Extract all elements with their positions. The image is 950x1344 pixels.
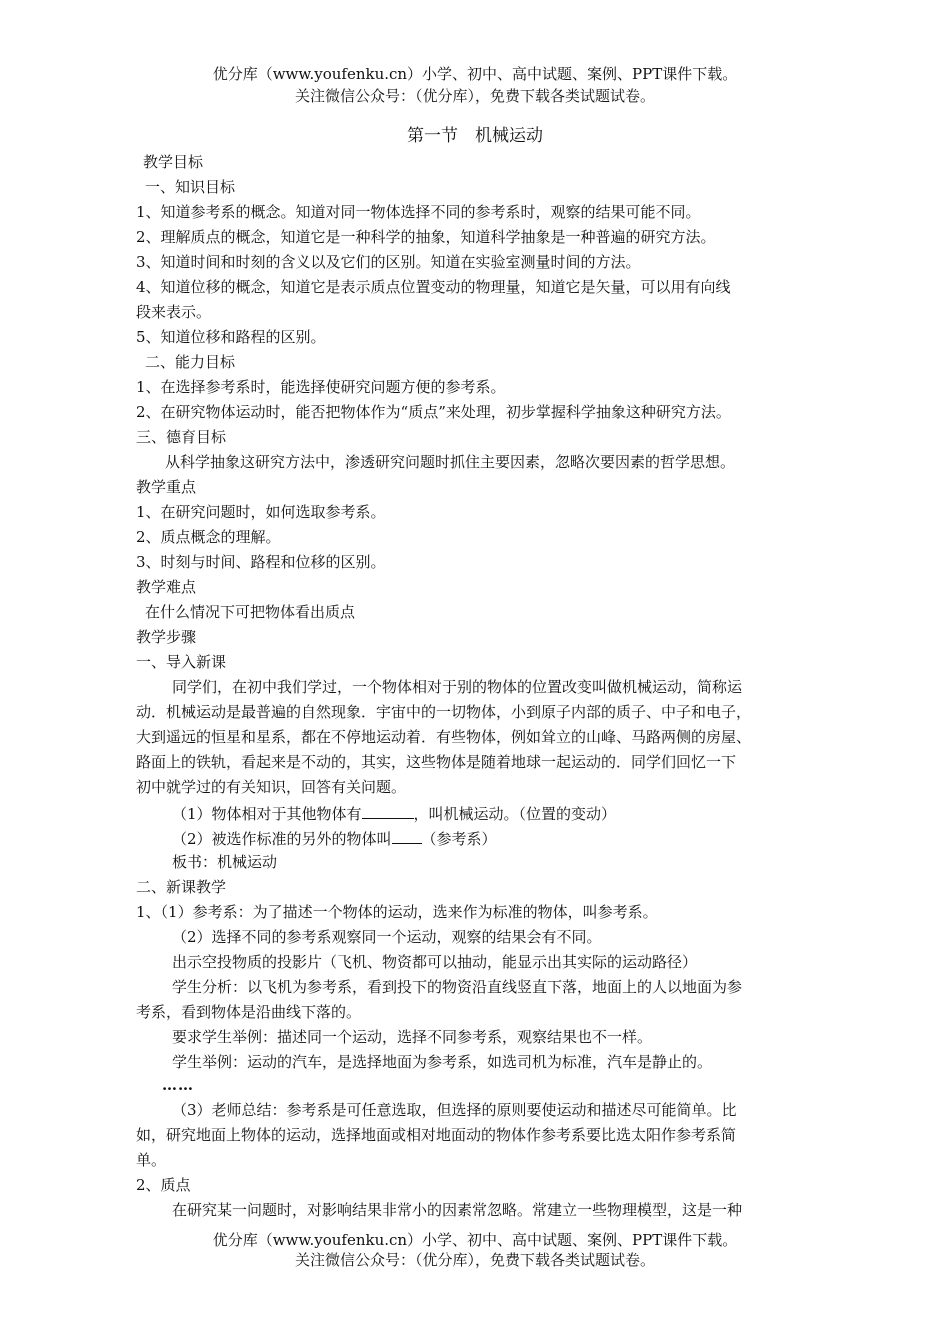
text-line: 5、知道位移和路程的区别。 <box>136 328 326 346</box>
text-line: 1、在选择参考系时，能选择使研究问题方便的参考系。 <box>136 378 506 396</box>
text-line: 3、知道时间和时刻的含义以及它们的区别。知道在实验室测量时间的方法。 <box>136 253 641 271</box>
sub-heading: 一、导入新课 <box>136 653 227 671</box>
text-line: 大到遥远的恒星和星系，都在不停地运动着．有些物体，例如耸立的山峰、马路两侧的房屋、 <box>136 728 752 746</box>
text-line: 学生分析：以飞机为参考系，看到投下的物资沿直线竖直下落，地面上的人以地面为参 <box>172 978 743 996</box>
sub-heading: 2、质点 <box>136 1176 191 1194</box>
text-line: 3、时刻与时间、路程和位移的区别。 <box>136 553 386 571</box>
text-line: （2）选择不同的参考系观察同一个运动，观察的结果会有不同。 <box>172 928 602 946</box>
page-footer-line-2: 关注微信公众号：（优分库），免费下载各类试题试卷。 <box>294 1251 655 1269</box>
text-line: 出示空投物质的投影片（飞机、物资都可以抽动，能显示出其实际的运动路径） <box>172 953 698 971</box>
sub-heading: 二、新课教学 <box>136 878 227 896</box>
section-heading: 教学重点 <box>136 478 197 496</box>
page-title: 第一节 机械运动 <box>407 126 543 146</box>
sub-heading: 一、知识目标 <box>145 178 236 196</box>
text-line: 4、知道位移的概念，知道它是表示质点位置变动的物理量，知道它是矢量，可以用有向线 <box>136 278 731 296</box>
text-line: 段来表示。 <box>136 303 212 321</box>
page-footer-line-1: 优分库（www.youfenku.cn）小学、初中、高中试题、案例、PPT课件下载。 <box>212 1231 738 1249</box>
question-text: ，叫机械运动。（位置的变动） <box>413 805 617 823</box>
question-text: （1）物体相对于其他物体有 <box>172 805 362 823</box>
text-line: 在研究某一问题时，对影响结果非常小的因素常忽略。常建立一些物理模型，这是一种 <box>172 1201 743 1219</box>
text-line: 考系，看到物体是沿曲线下落的。 <box>136 1003 362 1021</box>
fill-in-question-2 <box>172 830 497 847</box>
text-line: 要求学生举例：描述同一个运动，选择不同参考系，观察结果也不一样。 <box>172 1028 653 1046</box>
ellipsis: …… <box>162 1076 194 1094</box>
sub-heading: 三、德育目标 <box>136 428 227 446</box>
text-line: 路面上的铁轨，看起来是不动的，其实，这些物体是随着地球一起运动的．同学们回忆一下 <box>136 753 737 771</box>
sub-heading: 二、能力目标 <box>145 353 236 371</box>
text-line: 动．机械运动是最普遍的自然现象．宇宙中的一切物体，小到原子内部的质子、中子和电子， <box>136 703 752 721</box>
text-line: 1、在研究问题时，如何选取参考系。 <box>136 503 386 521</box>
text-line: 在什么情况下可把物体看出质点 <box>145 603 356 621</box>
text-line: 同学们，在初中我们学过，一个物体相对于别的物体的位置改变叫做机械运动，简称运 <box>172 678 743 696</box>
section-heading: 教学目标 <box>143 153 204 171</box>
question-text: （2）被选作标准的另外的物体叫 <box>172 830 392 848</box>
text-line: （3）老师总结：参考系是可任意选取，但选择的原则要使运动和描述尽可能简单。比 <box>172 1101 737 1119</box>
text-line: 初中就学过的有关知识，回答有关问题。 <box>136 778 407 796</box>
question-text: （参考系） <box>421 830 497 848</box>
text-line: 2、质点概念的理解。 <box>136 528 281 546</box>
page-header-line-1: 优分库（www.youfenku.cn）小学、初中、高中试题、案例、PPT课件下载。 <box>212 65 738 83</box>
fill-in-question-1 <box>172 805 616 822</box>
page-header-line-2: 关注微信公众号：（优分库），免费下载各类试题试卷。 <box>294 87 655 105</box>
text-line: 单。 <box>136 1151 167 1169</box>
text-line: 学生举例：运动的汽车，是选择地面为参考系，如选司机为标准，汽车是静止的。 <box>172 1053 713 1071</box>
text-line: 2、理解质点的概念，知道它是一种科学的抽象，知道科学抽象是一种普遍的研究方法。 <box>136 228 716 246</box>
section-heading: 教学难点 <box>136 578 197 596</box>
answer-blank <box>362 805 414 819</box>
text-line: 从科学抽象这研究方法中，渗透研究问题时抓住主要因素，忽略次要因素的哲学思想。 <box>165 453 736 471</box>
text-line: 1、知道参考系的概念。知道对同一物体选择不同的参考系时，观察的结果可能不同。 <box>136 203 701 221</box>
text-line: 2、在研究物体运动时，能否把物体作为“质点”来处理，初步掌握科学抽象这种研究方法。 <box>136 403 731 421</box>
text-line: 板书：机械运动 <box>172 853 278 871</box>
text-line: 1、（1）参考系：为了描述一个物体的运动，选来作为标准的物体，叫参考系。 <box>136 903 658 921</box>
answer-blank <box>392 830 422 844</box>
section-heading: 教学步骤 <box>136 628 197 646</box>
text-line: 如，研究地面上物体的运动，选择地面或相对地面动的物体作参考系要比选太阳作参考系简 <box>136 1126 737 1144</box>
